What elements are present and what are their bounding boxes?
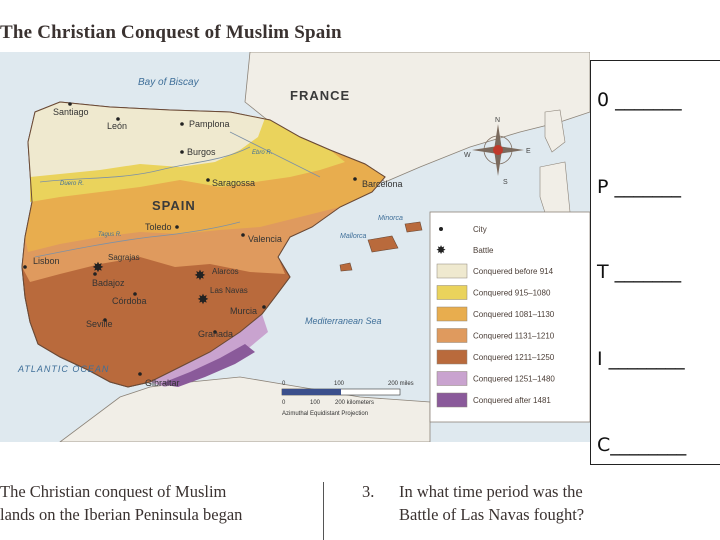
city-label: Toledo (145, 222, 172, 232)
legend-label: Conquered 1131–1210 (473, 331, 555, 341)
legend (430, 212, 590, 422)
city-label: Seville (86, 319, 113, 329)
caption-divider (323, 482, 324, 540)
map-svg (0, 52, 590, 442)
legend-swatch (437, 393, 467, 407)
city-label: Granada (198, 329, 234, 339)
legend-swatch (437, 350, 467, 364)
question-line: P _______ (597, 176, 681, 198)
question-number: 3. (362, 482, 375, 501)
legend-swatch (437, 264, 467, 278)
city-label: Córdoba (112, 296, 147, 306)
compass-n: N (495, 117, 501, 124)
battle-label: Sagrajas (108, 253, 140, 262)
legend-city: City (473, 225, 487, 234)
city-label: Saragossa (212, 178, 256, 188)
legend-label: Conquered 1251–1480 (473, 374, 555, 384)
compass-e: E (526, 148, 531, 155)
scale-miles-200: 200 miles (388, 381, 414, 387)
scale-miles-0: 0 (282, 381, 286, 387)
legend-swatch (437, 307, 467, 321)
city-label: Badajoz (92, 278, 125, 288)
battle-icon: ✸ (194, 269, 206, 284)
caption-line: The Christian conquest of Muslim (0, 482, 227, 501)
map (0, 52, 590, 442)
bay-label: Bay of Biscay (138, 77, 199, 88)
scale-miles-100: 100 (334, 381, 345, 387)
city-label: Lisbon (33, 256, 60, 266)
scale-projection: Azimuthal Equidistant Projection (282, 411, 369, 417)
legend-swatch (437, 372, 467, 386)
legend-label: Conquered before 914 (473, 267, 554, 276)
compass-s: S (503, 179, 508, 186)
atlantic-label: ATLANTIC OCEAN (18, 364, 110, 374)
question-line: 0 _______ (597, 89, 682, 111)
scale-km-200: 200 kilometers (335, 400, 375, 406)
map-title: The Christian Conquest of Muslim Spain (0, 22, 342, 43)
legend-label: Conquered 915–1080 (473, 288, 551, 298)
question-line: T _______ (597, 261, 682, 283)
question-line: C________ (597, 434, 687, 456)
compass-w: W (464, 152, 471, 159)
battle-icon: ✸ (92, 261, 104, 276)
battle-icon: ✸ (197, 293, 209, 308)
tagus-label: Tagus R. (98, 232, 122, 238)
ebro-label: Ebro R. (252, 150, 273, 156)
caption-line: lands on the Iberian Peninsula began (0, 505, 243, 524)
caption-line: Battle of Las Navas fought? (399, 505, 585, 524)
france-label: FRANCE (290, 88, 351, 103)
city-label: Barcelona (362, 179, 403, 189)
battle-label: Las Navas (210, 286, 248, 295)
caption-line: In what time period was the (399, 482, 583, 501)
city-label: Burgos (187, 147, 216, 157)
scale-km-100: 100 (310, 400, 321, 406)
battle-marker-icon: ✸ (435, 243, 447, 257)
caption-right (399, 480, 584, 526)
legend-label: Conquered 1081–1130 (473, 310, 555, 319)
city-label: Valencia (248, 234, 282, 244)
city-label: Murcia (230, 306, 258, 316)
scale-km-0: 0 (282, 400, 286, 406)
caption-left (0, 480, 242, 526)
question-line: I ________ (597, 348, 685, 370)
city-marker-icon (439, 227, 443, 231)
legend-label: Conquered after 1481 (473, 396, 551, 405)
legend-battle: Battle (473, 246, 494, 255)
city-label: León (107, 121, 128, 131)
mediterranean-label: Mediterranean Sea (305, 316, 382, 326)
legend-swatch (437, 286, 467, 300)
city-label: Pamplona (189, 119, 230, 129)
spain-label: SPAIN (152, 198, 196, 213)
battle-label: Alarcos (212, 267, 239, 276)
minorca-island (405, 222, 422, 232)
city-label: Gibraltar (145, 378, 180, 388)
duero-label: Duero R. (60, 181, 85, 187)
question-panel (590, 60, 720, 465)
legend-swatch (437, 329, 467, 343)
city-label: Santiago (53, 107, 89, 117)
minorca-label: Minorca (378, 215, 403, 222)
mallorca-label: Mallorca (340, 233, 367, 240)
legend-label: Conquered 1211–1250 (473, 353, 555, 362)
